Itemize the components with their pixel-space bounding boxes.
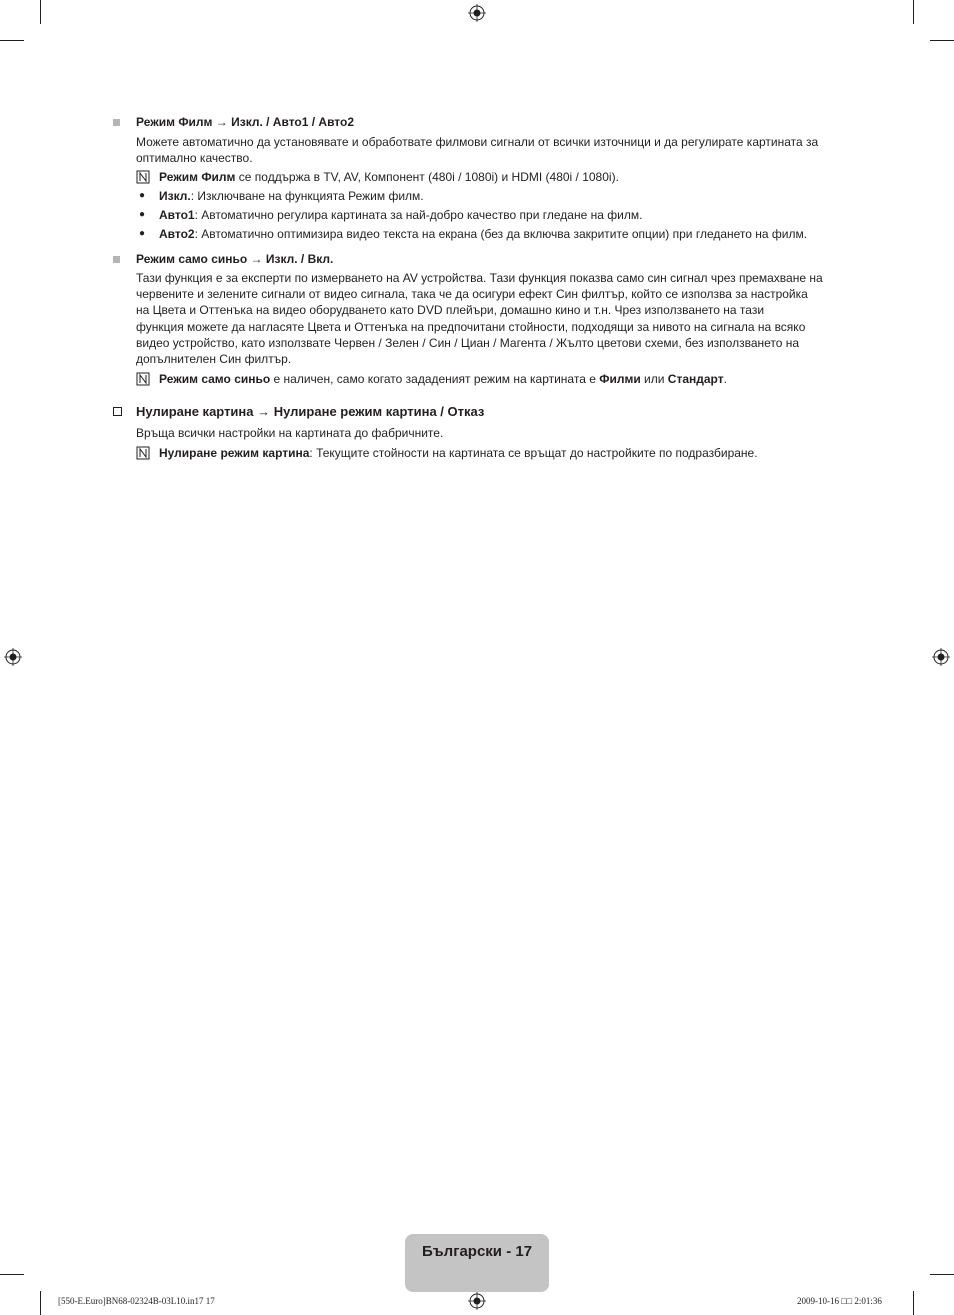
- registration-mark-icon: [932, 648, 950, 666]
- list-item: Изкл.: Изключване на функцията Режим филм.: [159, 189, 424, 203]
- list-item: Авто1: Автоматично регулира картината за най-добро качество при гледане на филм.: [159, 208, 643, 222]
- note-icon: [136, 372, 150, 386]
- registration-mark-icon: [468, 1292, 486, 1310]
- page-number-tab: [405, 1234, 549, 1292]
- note-reset-picture: Нулиране режим картина: Текущите стойности на картината се връщат до настройките по подразбиране.: [159, 446, 758, 460]
- crop-mark: [913, 1291, 914, 1315]
- crop-mark: [913, 0, 914, 24]
- print-slug-right: 2009-10-16 □□ 2:01:36: [797, 1296, 882, 1306]
- section-description: Можете автоматично да установявате и обработвате филмови сигнали от всички източници и да регулирате картината за оптимално качество.: [136, 135, 819, 166]
- description-line: видео устройство, като използвате Червен / Зелен / Син / Циан / Магента / Жълто цветови схеми, без използването на: [136, 336, 800, 350]
- description-line: допълнителен Син филтър.: [136, 352, 292, 366]
- bullet-icon: ●: [139, 209, 146, 220]
- crop-mark: [40, 0, 41, 24]
- heading-reset-picture: Нулиране картина → Нулиране режим картина / Отказ: [136, 404, 485, 419]
- crop-mark: [930, 1274, 954, 1275]
- print-slug-left: [550-E.Euro]BN68-02324B-03L10.in17 17: [58, 1296, 215, 1306]
- description-line: Тази функция е за експерти по измерването на AV устройства. Тази функция показва само син сигнал чрез премахване на: [136, 271, 823, 285]
- crop-mark: [930, 40, 954, 41]
- description-line: червените и зелените сигнали от видео сигнала, така че да осигури ефект Син филтър, който се използва за настройка: [136, 287, 808, 301]
- crop-mark: [0, 1274, 24, 1275]
- section-description: Връща всички настройки на картината до фабричните.: [136, 426, 444, 440]
- crop-mark: [0, 40, 24, 41]
- registration-mark-icon: [468, 4, 486, 22]
- section-marker-icon: [113, 256, 120, 263]
- description-line: на Цвета и Оттенъка на видео оборудването като DVD плейъри, домашно кино и т.н. Чрез използването на тази: [136, 303, 765, 317]
- section-title-blue-only-mode: Режим само синьо → Изкл. / Вкл.: [136, 252, 334, 266]
- note-blue-only-mode: Режим само синьо е наличен, само когато зададеният режим на картината е Филми или Стандарт.: [159, 372, 727, 386]
- bullet-icon: ●: [139, 190, 146, 201]
- description-line: функция можете да нагласяте Цвета и Оттенъка на предпочитани стойности, подходящи за нивото на сигнала на всяко: [136, 320, 806, 334]
- section-marker-icon: [113, 119, 120, 126]
- note-icon: [136, 446, 150, 460]
- page-number: Български - 17: [421, 1243, 533, 1260]
- bullet-icon: ●: [139, 228, 146, 239]
- note-film-mode: Режим Филм се поддържа в TV, AV, Компонент (480i / 1080i) и HDMI (480i / 1080i).: [159, 170, 619, 184]
- note-icon: [136, 170, 150, 184]
- section-title-film-mode: Режим Филм → Изкл. / Авто1 / Авто2: [136, 115, 355, 129]
- heading-box-icon: [113, 407, 122, 416]
- crop-mark: [40, 1291, 41, 1315]
- list-item: Авто2: Автоматично оптимизира видео текста на екрана (без да включва закритите опции) при гледането на филм.: [159, 227, 808, 241]
- registration-mark-icon: [4, 648, 22, 666]
